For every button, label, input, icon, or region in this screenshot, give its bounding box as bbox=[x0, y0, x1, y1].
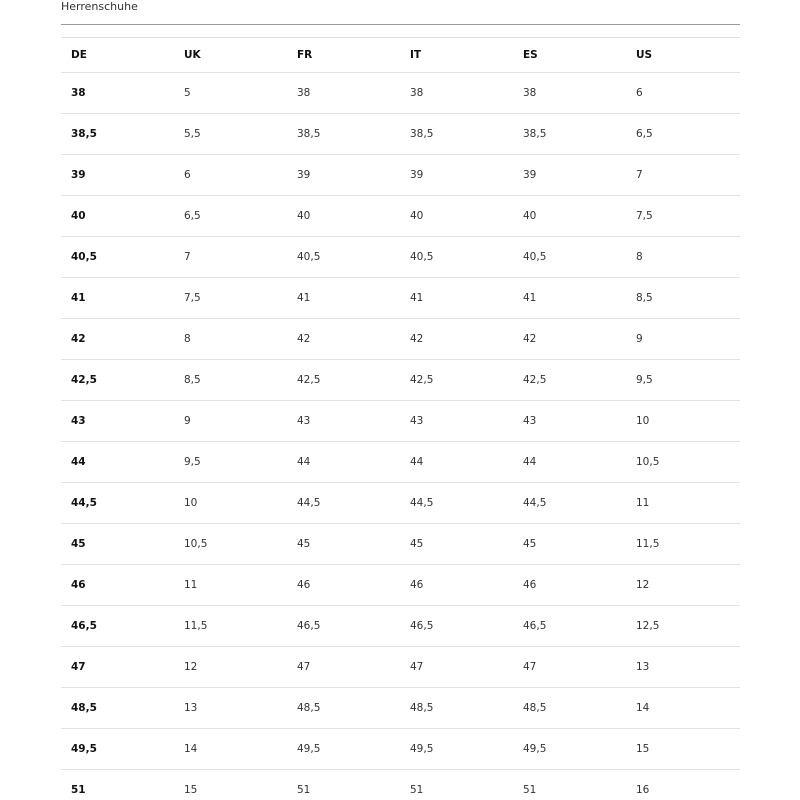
cell-it: 42,5 bbox=[400, 360, 513, 401]
cell-es: 51 bbox=[513, 770, 626, 800]
cell-fr: 49,5 bbox=[287, 729, 400, 770]
column-header-es: ES bbox=[513, 38, 626, 73]
cell-es: 39 bbox=[513, 155, 626, 196]
cell-uk: 9,5 bbox=[174, 442, 287, 483]
cell-de: 51 bbox=[61, 770, 174, 800]
cell-it: 48,5 bbox=[400, 688, 513, 729]
table-row bbox=[61, 319, 740, 360]
size-conversion-table bbox=[61, 38, 740, 800]
cell-us: 11,5 bbox=[626, 524, 740, 565]
table-row bbox=[61, 524, 740, 565]
cell-uk: 12 bbox=[174, 647, 287, 688]
cell-de: 47 bbox=[61, 647, 174, 688]
cell-es: 42 bbox=[513, 319, 626, 360]
cell-fr: 38 bbox=[287, 73, 400, 114]
cell-fr: 42,5 bbox=[287, 360, 400, 401]
column-header-it: IT bbox=[400, 38, 513, 73]
cell-it: 46,5 bbox=[400, 606, 513, 647]
cell-es: 48,5 bbox=[513, 688, 626, 729]
column-header-fr: FR bbox=[287, 38, 400, 73]
cell-es: 44 bbox=[513, 442, 626, 483]
cell-it: 43 bbox=[400, 401, 513, 442]
cell-fr: 51 bbox=[287, 770, 400, 800]
cell-de: 49,5 bbox=[61, 729, 174, 770]
cell-es: 49,5 bbox=[513, 729, 626, 770]
cell-uk: 5,5 bbox=[174, 114, 287, 155]
cell-us: 6,5 bbox=[626, 114, 740, 155]
cell-uk: 9 bbox=[174, 401, 287, 442]
cell-us: 7,5 bbox=[626, 196, 740, 237]
cell-us: 16 bbox=[626, 770, 740, 800]
cell-uk: 10,5 bbox=[174, 524, 287, 565]
cell-it: 49,5 bbox=[400, 729, 513, 770]
cell-us: 14 bbox=[626, 688, 740, 729]
cell-us: 12 bbox=[626, 565, 740, 606]
cell-es: 38 bbox=[513, 73, 626, 114]
cell-fr: 40,5 bbox=[287, 237, 400, 278]
cell-de: 42,5 bbox=[61, 360, 174, 401]
table-row bbox=[61, 688, 740, 729]
table-row bbox=[61, 360, 740, 401]
cell-uk: 7 bbox=[174, 237, 287, 278]
cell-uk: 10 bbox=[174, 483, 287, 524]
table-row bbox=[61, 278, 740, 319]
table-header-row bbox=[61, 38, 740, 73]
cell-fr: 47 bbox=[287, 647, 400, 688]
cell-fr: 46,5 bbox=[287, 606, 400, 647]
cell-de: 46 bbox=[61, 565, 174, 606]
cell-it: 39 bbox=[400, 155, 513, 196]
cell-de: 46,5 bbox=[61, 606, 174, 647]
cell-it: 38,5 bbox=[400, 114, 513, 155]
cell-de: 40,5 bbox=[61, 237, 174, 278]
cell-us: 8,5 bbox=[626, 278, 740, 319]
cell-it: 51 bbox=[400, 770, 513, 800]
cell-de: 42 bbox=[61, 319, 174, 360]
cell-fr: 44 bbox=[287, 442, 400, 483]
cell-us: 8 bbox=[626, 237, 740, 278]
cell-it: 45 bbox=[400, 524, 513, 565]
table-row bbox=[61, 401, 740, 442]
cell-de: 38,5 bbox=[61, 114, 174, 155]
cell-uk: 11,5 bbox=[174, 606, 287, 647]
cell-it: 40,5 bbox=[400, 237, 513, 278]
column-header-uk: UK bbox=[174, 38, 287, 73]
cell-fr: 46 bbox=[287, 565, 400, 606]
cell-de: 40 bbox=[61, 196, 174, 237]
cell-fr: 41 bbox=[287, 278, 400, 319]
table-body bbox=[61, 73, 740, 800]
cell-fr: 43 bbox=[287, 401, 400, 442]
table-row bbox=[61, 647, 740, 688]
cell-it: 44 bbox=[400, 442, 513, 483]
cell-it: 47 bbox=[400, 647, 513, 688]
cell-es: 44,5 bbox=[513, 483, 626, 524]
cell-uk: 5 bbox=[174, 73, 287, 114]
cell-it: 44,5 bbox=[400, 483, 513, 524]
cell-it: 38 bbox=[400, 73, 513, 114]
cell-uk: 14 bbox=[174, 729, 287, 770]
cell-us: 12,5 bbox=[626, 606, 740, 647]
cell-fr: 39 bbox=[287, 155, 400, 196]
table-row bbox=[61, 606, 740, 647]
cell-us: 11 bbox=[626, 483, 740, 524]
cell-fr: 40 bbox=[287, 196, 400, 237]
cell-de: 43 bbox=[61, 401, 174, 442]
cell-es: 45 bbox=[513, 524, 626, 565]
cell-us: 10 bbox=[626, 401, 740, 442]
cell-us: 7 bbox=[626, 155, 740, 196]
cell-de: 38 bbox=[61, 73, 174, 114]
cell-de: 48,5 bbox=[61, 688, 174, 729]
cell-es: 43 bbox=[513, 401, 626, 442]
cell-es: 40 bbox=[513, 196, 626, 237]
cell-us: 13 bbox=[626, 647, 740, 688]
cell-uk: 6,5 bbox=[174, 196, 287, 237]
table-row bbox=[61, 483, 740, 524]
table-row bbox=[61, 729, 740, 770]
cell-es: 40,5 bbox=[513, 237, 626, 278]
cell-uk: 11 bbox=[174, 565, 287, 606]
cell-it: 46 bbox=[400, 565, 513, 606]
cell-es: 47 bbox=[513, 647, 626, 688]
cell-fr: 45 bbox=[287, 524, 400, 565]
cell-it: 42 bbox=[400, 319, 513, 360]
cell-us: 15 bbox=[626, 729, 740, 770]
cell-us: 9,5 bbox=[626, 360, 740, 401]
cell-uk: 7,5 bbox=[174, 278, 287, 319]
cell-uk: 8,5 bbox=[174, 360, 287, 401]
cell-uk: 15 bbox=[174, 770, 287, 800]
page-title: Herrenschuhe bbox=[61, 0, 138, 13]
title-divider bbox=[61, 24, 740, 25]
cell-de: 39 bbox=[61, 155, 174, 196]
cell-es: 41 bbox=[513, 278, 626, 319]
cell-us: 6 bbox=[626, 73, 740, 114]
cell-us: 9 bbox=[626, 319, 740, 360]
cell-it: 41 bbox=[400, 278, 513, 319]
cell-it: 40 bbox=[400, 196, 513, 237]
cell-uk: 13 bbox=[174, 688, 287, 729]
cell-uk: 8 bbox=[174, 319, 287, 360]
cell-de: 44,5 bbox=[61, 483, 174, 524]
cell-de: 45 bbox=[61, 524, 174, 565]
cell-es: 42,5 bbox=[513, 360, 626, 401]
cell-es: 38,5 bbox=[513, 114, 626, 155]
table-row bbox=[61, 565, 740, 606]
cell-de: 44 bbox=[61, 442, 174, 483]
column-header-us: US bbox=[626, 38, 740, 73]
column-header-de: DE bbox=[61, 38, 174, 73]
cell-es: 46,5 bbox=[513, 606, 626, 647]
table-row bbox=[61, 196, 740, 237]
cell-fr: 48,5 bbox=[287, 688, 400, 729]
table-row bbox=[61, 237, 740, 278]
table-row bbox=[61, 114, 740, 155]
cell-fr: 42 bbox=[287, 319, 400, 360]
cell-us: 10,5 bbox=[626, 442, 740, 483]
table-row bbox=[61, 442, 740, 483]
cell-fr: 38,5 bbox=[287, 114, 400, 155]
table-row bbox=[61, 155, 740, 196]
table-row bbox=[61, 770, 740, 800]
table-row bbox=[61, 73, 740, 114]
cell-de: 41 bbox=[61, 278, 174, 319]
cell-fr: 44,5 bbox=[287, 483, 400, 524]
cell-uk: 6 bbox=[174, 155, 287, 196]
cell-es: 46 bbox=[513, 565, 626, 606]
